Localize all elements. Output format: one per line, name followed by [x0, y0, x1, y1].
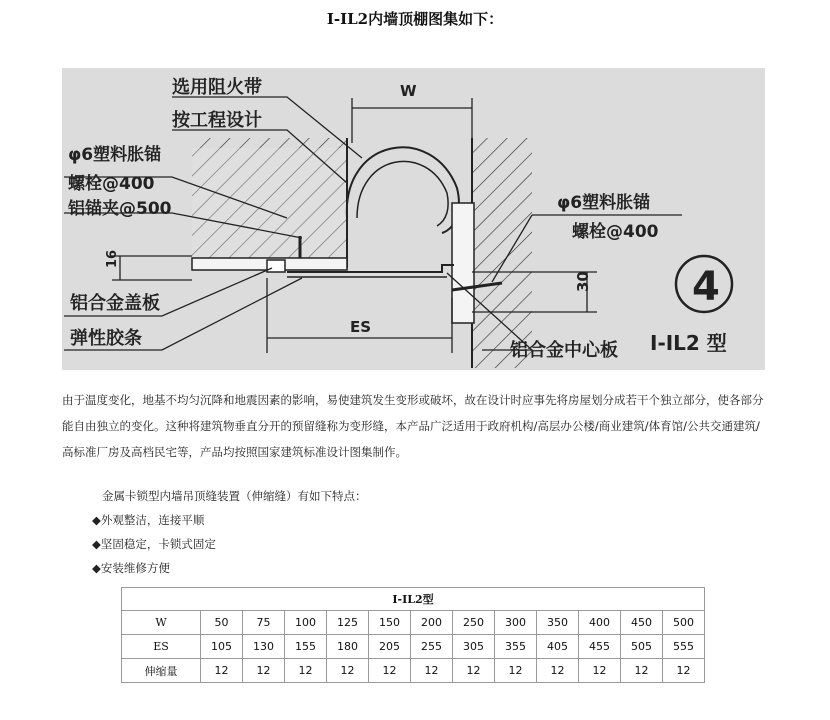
table-cell: 505 — [621, 635, 663, 659]
feature-item: ◆外观整洁，连接平顺 — [92, 513, 205, 527]
row-header: 伸缩量 — [122, 659, 201, 683]
technical-drawing — [62, 68, 765, 370]
center-block — [452, 203, 474, 323]
label-detail-number: 4 — [692, 264, 720, 310]
table-cell: 500 — [663, 611, 705, 635]
label-center-plate: 铝合金中心板 — [510, 340, 618, 361]
table-cell: 355 — [495, 635, 537, 659]
joint-section-drawing — [62, 68, 765, 370]
label-anchor-left-1: φ6塑料胀锚 — [68, 145, 162, 165]
table-cell: 455 — [579, 635, 621, 659]
table-cell: 12 — [579, 659, 621, 683]
table-row — [122, 635, 705, 659]
table-cell: 405 — [537, 635, 579, 659]
label-anchor-left-3: 铝锚夹@500 — [68, 199, 172, 219]
table-cell: 400 — [579, 611, 621, 635]
table-cell: 12 — [621, 659, 663, 683]
table-cell: 555 — [663, 635, 705, 659]
table-cell: 12 — [495, 659, 537, 683]
row-header: ES — [122, 635, 201, 659]
row-header: W — [122, 611, 201, 635]
table-cell: 12 — [369, 659, 411, 683]
table-cell: 105 — [201, 635, 243, 659]
table-cell: 300 — [495, 611, 537, 635]
label-fire-tape-1: 选用阻火带 — [172, 77, 262, 98]
fire-tape-arch — [347, 147, 459, 233]
table-cell: 200 — [411, 611, 453, 635]
label-dim-es: ES — [350, 318, 372, 336]
label-anchor-right-1: φ6塑料胀锚 — [557, 193, 651, 213]
table-cell: 50 — [201, 611, 243, 635]
feature-item: ◆安装维修方便 — [92, 561, 170, 575]
table-caption: I-IL2型 — [122, 588, 705, 611]
table-cell: 12 — [201, 659, 243, 683]
table-cell: 205 — [369, 635, 411, 659]
label-anchor-right-2: 螺栓@400 — [572, 222, 659, 242]
table-cell: 75 — [243, 611, 285, 635]
table-cell: 130 — [243, 635, 285, 659]
features-intro: 金属卡锁型内墙吊顶缝装置（伸缩缝）有如下特点： — [102, 489, 367, 503]
label-dim-30: 30 — [574, 271, 592, 292]
label-dim-w: W — [400, 82, 417, 100]
right-wall-hatch — [472, 138, 532, 368]
table-cell: 12 — [285, 659, 327, 683]
table-cell: 12 — [411, 659, 453, 683]
features-list — [92, 484, 367, 580]
spec-table — [121, 587, 705, 683]
table-cell: 250 — [453, 611, 495, 635]
label-dim-16: 16 — [105, 249, 120, 268]
table-cell: 12 — [663, 659, 705, 683]
table-cell: 155 — [285, 635, 327, 659]
table-cell: 180 — [327, 635, 369, 659]
table-cell: 12 — [537, 659, 579, 683]
label-rubber-strip: 弹性胶条 — [70, 328, 142, 349]
label-cover-plate: 铝合金盖板 — [70, 293, 160, 314]
label-fire-tape-2: 按工程设计 — [172, 110, 262, 131]
table-cell: 12 — [453, 659, 495, 683]
table-cell: 150 — [369, 611, 411, 635]
table-cell: 100 — [285, 611, 327, 635]
feature-item: ◆坚固稳定，卡锁式固定 — [92, 537, 216, 551]
table-cell: 12 — [243, 659, 285, 683]
label-model: I-IL2 型 — [650, 331, 727, 355]
table-cell: 350 — [537, 611, 579, 635]
table-row — [122, 659, 705, 683]
table-cell: 12 — [327, 659, 369, 683]
page-title: I-IL2内墙顶棚图集如下： — [326, 10, 504, 28]
label-anchor-left-2: 螺栓@400 — [68, 174, 155, 194]
table-cell: 450 — [621, 611, 663, 635]
table-row — [122, 611, 705, 635]
table-cell: 255 — [411, 635, 453, 659]
table-cell: 125 — [327, 611, 369, 635]
description-paragraph: 由于温度变化，地基不均匀沉降和地震因素的影响，易使建筑发生变形或破坏，故在设计时应事先将房屋划分成若干个独立部分，使各部分能自由独立的变化。这种将建筑物垂直分开的预留缝称为变形缝，本产品广泛适用于政府机构/高层办公楼/商业建筑/体育馆/公共交通建筑/高标准厂房及高档民宅等，产品均按照国家建筑标准设计图集制作。 — [62, 393, 764, 459]
table-cell: 305 — [453, 635, 495, 659]
